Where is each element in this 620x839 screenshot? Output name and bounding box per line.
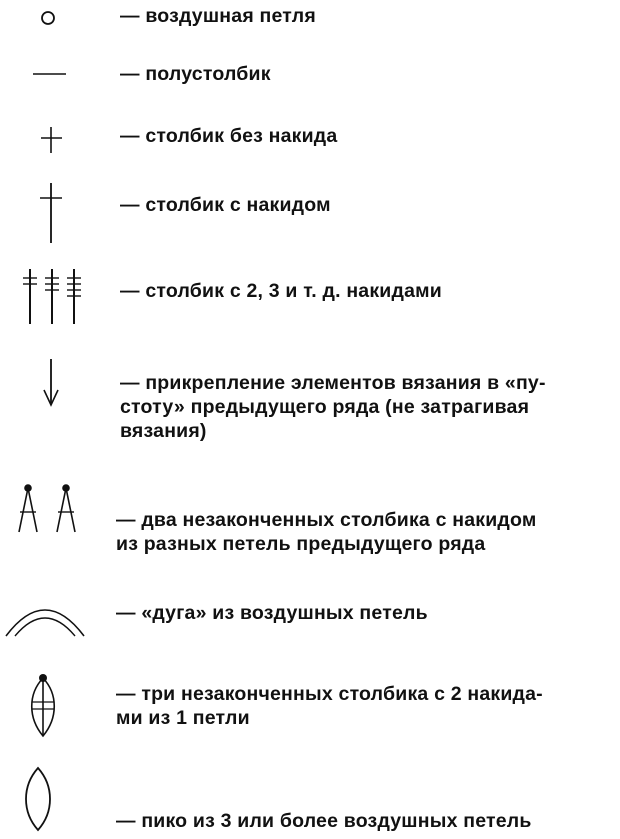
legend-text: — «дуга» из воздушных петель [116, 602, 428, 624]
legend-text: — полустолбик [120, 63, 271, 85]
picot-icon [18, 764, 58, 834]
legend-text: — прикрепление элементов вязания в «пу- стоту» предыдущего ряда (не затрагивая вязания) [120, 372, 546, 442]
slip-stitch-icon [30, 68, 70, 80]
legend-text: — воздушная петля [120, 5, 316, 27]
legend-text: — три незаконченных столбика с 2 накида- ми из 1 петли [116, 683, 543, 729]
legend-text: — пико из 3 или более воздушных петель [116, 810, 532, 832]
multi-yarnover-icon [14, 266, 90, 328]
single-crochet-icon [36, 124, 66, 156]
two-unfinished-icon [6, 482, 90, 536]
legend-text: — столбик без накида [120, 125, 338, 147]
arrow-down-icon [36, 356, 66, 410]
arc-icon [0, 596, 90, 640]
three-unfinished-icon [24, 672, 62, 740]
legend-text: — столбик с 2, 3 и т. д. накидами [120, 280, 442, 302]
legend-text: — столбик с накидом [120, 194, 331, 216]
chain-stitch-icon [38, 8, 58, 28]
double-crochet-icon [36, 180, 66, 246]
legend-text: — два незаконченных столбика с накидом из разных петель предыдущего ряда [116, 509, 537, 555]
